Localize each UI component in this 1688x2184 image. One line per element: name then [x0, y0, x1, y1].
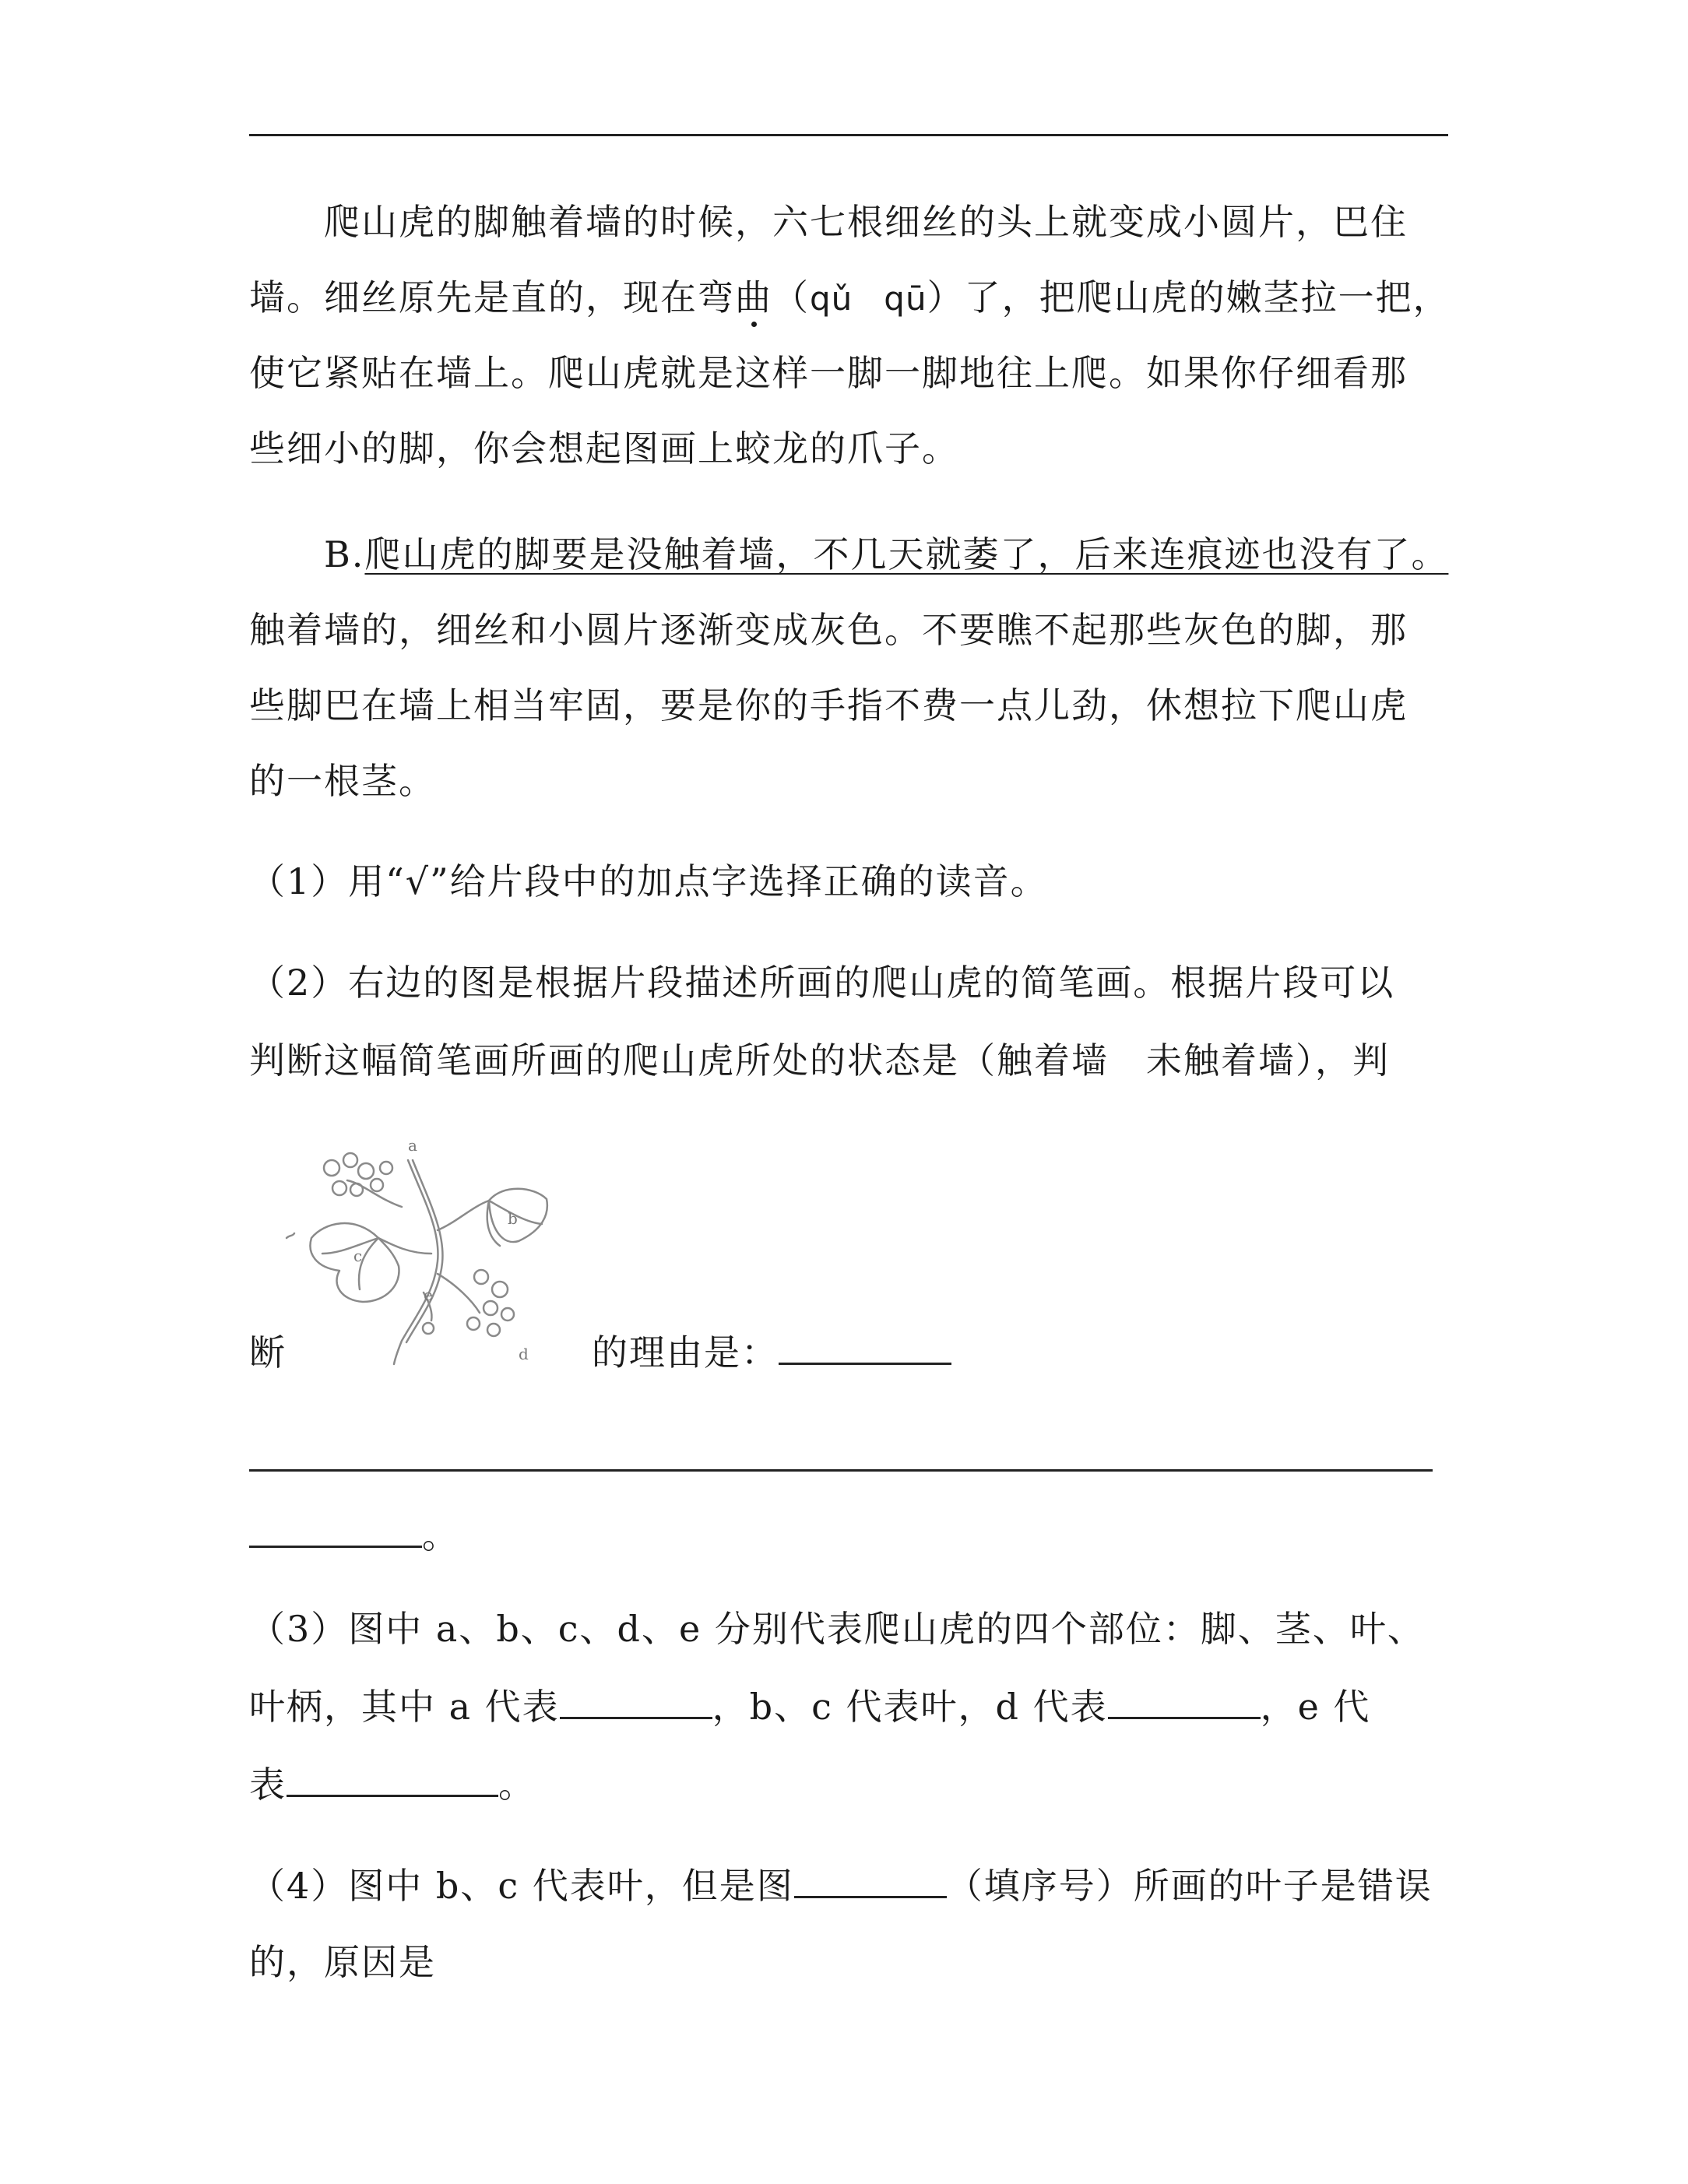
pinyin-option-2[interactable]: qū [884, 280, 927, 318]
header-rule [249, 134, 1448, 136]
pinyin-option-1[interactable]: qǔ [810, 280, 853, 318]
question-1: （1）用“√”给片段中的加点字选择正确的读音。 [249, 860, 1048, 902]
label-c: c [353, 1247, 363, 1265]
question-3-line2: 叶柄，其中 a 代表 ，b、c 代表叶，d 代表 ，e 代 [249, 1682, 1448, 1732]
label-a: a [408, 1137, 417, 1155]
reason-blank-1[interactable] [779, 1328, 951, 1365]
paragraph1-line1: 爬山虎的脚触着墙的时候，六七根细丝的头上就变成小圆片，巴住 [324, 201, 1408, 243]
question-2-line2: 判断这幅简笔画所画的爬山虎所处的状态是（触着墙 未触着墙），判 [249, 1039, 1390, 1081]
label-b: b [508, 1209, 518, 1228]
reason-blank-2[interactable] [249, 1469, 1433, 1472]
answer-blank-figure[interactable] [794, 1862, 947, 1898]
question-4-line2: 的，原因是 [249, 1941, 436, 1983]
underlined-sentence: 爬山虎的脚要是没触着墙，不几天就萎了，后来连痕迹也没有了。 [364, 533, 1449, 575]
paragraph1-line4: 些细小的脚，你会想起图画上蛟龙的爪子。 [249, 427, 959, 470]
question-2-line4: 。 [249, 1511, 459, 1560]
reason-blank-3[interactable] [249, 1511, 422, 1548]
label-e: e [424, 1285, 433, 1304]
answer-blank-e[interactable] [287, 1760, 498, 1797]
question-3-line3: 表 。 [249, 1760, 1448, 1809]
answer-blank-a[interactable] [560, 1683, 712, 1719]
paragraph2-line3: 些脚巴在墙上相当牢固，要是你的手指不费一点儿劲，休想拉下爬山虎 [249, 684, 1408, 726]
paragraph1-line2: 墙。细丝原先是直的，现在弯曲（qǔ qū）了，把爬山虎的嫩茎拉一把， [249, 273, 1448, 324]
paragraph1-line3: 使它紧贴在墙上。爬山虎就是这样一脚一脚地往上爬。如果你仔细看那 [249, 352, 1408, 394]
label-d: d [519, 1345, 529, 1363]
question-2-line3: 断 的理由是： [249, 1328, 951, 1377]
paragraph2-line2: 触着墙的，细丝和小圆片逐渐变成灰色。不要瞧不起那些灰色的脚，那 [249, 609, 1408, 651]
paragraph2-line4: 的一根茎。 [249, 760, 436, 802]
question-2-line1: （2）右边的图是根据片段描述所画的爬山虎的简笔画。根据片段可以 [249, 962, 1395, 1004]
dotted-character: 曲 [735, 273, 772, 322]
question-3-line1: （3）图中 a、b、c、d、e 分别代表爬山虎的四个部位：脚、茎、叶、 [249, 1608, 1425, 1650]
answer-blank-d[interactable] [1108, 1683, 1261, 1719]
question-4-line1: （4）图中 b、c 代表叶，但是图 （填序号）所画的叶子是错误 [249, 1861, 1448, 1911]
paragraph2-line1: B.爬山虎的脚要是没触着墙，不几天就萎了，后来连痕迹也没有了。 [324, 533, 1449, 575]
